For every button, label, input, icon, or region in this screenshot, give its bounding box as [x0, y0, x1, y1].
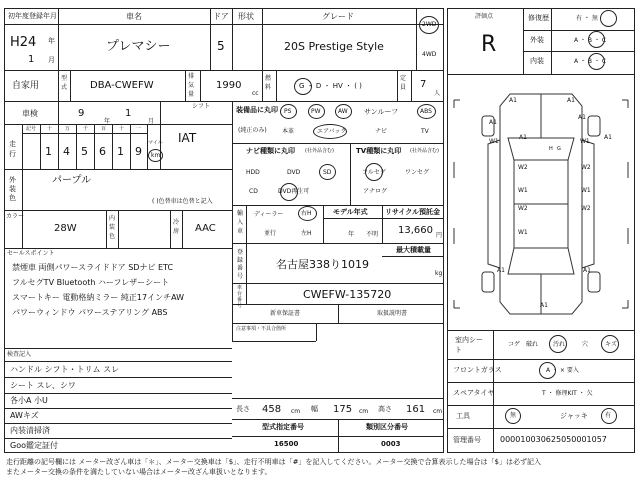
nav-cd: CD	[249, 188, 258, 195]
exterior-note: ( )色替車は色替と記入	[152, 198, 213, 205]
digit-label-1: 十	[47, 126, 53, 132]
color-code: 28W	[54, 223, 77, 234]
jack-opt: 有	[605, 412, 612, 419]
mileage-label: 走行	[9, 140, 16, 158]
equip-navi: ナビ	[375, 128, 388, 135]
control-label: 管理番号	[453, 436, 481, 444]
exterior-color: パープル	[52, 175, 92, 186]
digit-label-0: 記号	[26, 126, 37, 132]
car-name: プレマシー	[106, 39, 171, 54]
tv-oneseg: ワンセグ	[405, 169, 430, 176]
import-dealer: ディーラー	[254, 211, 284, 218]
digit-label-6: 一	[136, 126, 142, 132]
damage-mark: W1	[518, 187, 528, 194]
digit-label-3: 千	[83, 126, 89, 132]
manual-book: 取扱説明書	[377, 310, 408, 317]
grade-label: グレード	[322, 12, 354, 21]
reg-era: H24	[10, 35, 37, 50]
mileage-digit: 4	[63, 145, 70, 158]
equipment-label: 装備品に丸印	[236, 106, 278, 114]
equip-abs: ABS	[420, 108, 432, 115]
fuel-options: G ・ D ・ HV ・ ( )	[299, 82, 362, 90]
damage-mark: W1	[581, 187, 591, 194]
width-value: 175	[333, 404, 353, 415]
length-unit: cm	[291, 408, 301, 415]
displacement-value: 1990	[216, 80, 242, 91]
front-glass-opts: A ・ × 要入	[546, 367, 579, 374]
unit-km: km	[151, 152, 161, 159]
chassis-number: CWEFW-135720	[303, 288, 392, 301]
tools-opt: 無	[510, 412, 517, 419]
nav-note: (社外品含む)	[305, 148, 334, 154]
reg-month: 1	[28, 54, 35, 65]
mileage-digit: 5	[81, 145, 88, 158]
damage-mark: W2	[581, 164, 591, 171]
equip-tv: TV	[421, 128, 429, 135]
type-cert-value: 16500	[274, 440, 299, 448]
grade-text: 20S Prestige Style	[284, 40, 384, 53]
displacement-label: 排気量	[188, 73, 195, 98]
spare-label: スペアタイヤ	[453, 389, 495, 397]
control-number: 000010030625050001057	[500, 435, 607, 444]
import-parallel: 並行	[264, 230, 277, 237]
damage-mark: A1	[604, 134, 612, 141]
height-label: 高さ	[378, 405, 392, 413]
model-year-unit2: 不明	[366, 231, 379, 238]
sales-label: セールスポイント	[7, 250, 55, 257]
int-grade-opts: A ・ B ・ C	[574, 58, 607, 65]
exterior-label: 外装色	[9, 176, 16, 202]
inspector-line: ハンドル シフト・トリム スレ	[10, 365, 120, 374]
inspector-line: 内装清掃済	[10, 426, 50, 435]
width-unit: cm	[359, 408, 369, 415]
damage-mark: W2	[581, 205, 591, 212]
damage-mark: W1	[580, 138, 590, 145]
sales-line: 禁煙車 両側パワースライドドア SDナビ ETC	[12, 263, 174, 272]
nav-title: ナビ種類に丸印	[246, 147, 295, 155]
tools-label: 工具	[456, 412, 470, 420]
inspector-label: 検査記入	[7, 351, 32, 358]
tv-fullseg: フルセグ	[362, 169, 386, 176]
seat-stain-circle	[549, 335, 567, 353]
model-year-unit1: 年	[348, 231, 355, 238]
class-label: 類別区分番号	[366, 423, 408, 431]
model-label: 型式	[61, 75, 68, 91]
width-label: 幅	[311, 405, 318, 413]
seat-label: 室内シート	[455, 336, 483, 354]
tv-title: TV種類に丸印	[356, 147, 402, 155]
damage-mark: A1	[540, 302, 548, 309]
shape-label: 形状	[238, 12, 254, 21]
chassis-label: 車台番号	[237, 285, 243, 309]
inspection-year-unit: 年	[104, 118, 111, 125]
equip-ps: PS	[284, 108, 292, 115]
front-glass-circle	[539, 362, 556, 379]
nav-hdd: HDD	[246, 169, 260, 176]
ac-value: AAC	[195, 223, 216, 234]
import-label: 輸入車	[237, 210, 244, 235]
mileage-digit: 1	[45, 145, 52, 158]
reg-year-label: 初年度登録年月	[8, 12, 57, 20]
inspector-line: Goo鑑定証付	[10, 441, 58, 450]
model-year-label: モデル年式	[333, 208, 368, 216]
use-type: 自家用	[12, 81, 40, 91]
int-grade-label: 内装	[530, 57, 544, 65]
damage-mark: W1	[489, 138, 499, 145]
seat-scratch-circle	[601, 335, 619, 353]
inspection-label: 車検	[22, 109, 38, 118]
repair-label: 修復歴	[528, 14, 549, 22]
interior-color-label: 内装色	[109, 215, 116, 240]
equip-pw: PW	[311, 108, 321, 115]
length-value: 458	[262, 404, 282, 415]
equip-leather: 本革	[282, 128, 295, 135]
max-load-label: 最大積載量	[396, 246, 431, 254]
equip-sunroof: サンルーフ	[364, 108, 399, 116]
tv-analog: アナログ	[363, 188, 388, 195]
fuel-label: 燃料	[265, 75, 272, 91]
equip-airbag: エアバック	[317, 128, 347, 135]
warranty-book: 新車保証書	[270, 310, 301, 317]
inspection-month: 1	[125, 108, 132, 119]
nav-sd: SD	[323, 169, 332, 176]
sales-line: パワーウィンドウ パワーステアリング ABS	[12, 308, 168, 317]
mileage-digit: 9	[135, 145, 142, 158]
damage-mark: A1	[489, 119, 497, 126]
displacement-unit: cc	[252, 90, 259, 97]
footer-note-2: またメーター交換の条件を満たしていない場合はメーター改ざん車扱いとなります。	[6, 468, 272, 476]
unit-mile: マイル	[148, 140, 163, 146]
damage-mark: W2	[518, 164, 528, 171]
notes-label: 注意事項・不具合箇所	[236, 326, 287, 332]
capacity-unit: 人	[434, 90, 441, 97]
repair-opts: 有 ・ 無	[576, 15, 598, 22]
registration-label: 登録番号	[237, 249, 244, 280]
seat-opt: コゲ	[508, 341, 521, 348]
spare-opts: T ・ 修理KIT ・ 欠	[542, 390, 593, 397]
height-unit: cm	[433, 408, 443, 415]
ext-grade-opts: A ・ B ・ C	[574, 37, 607, 44]
color-code-label: カラー	[6, 213, 25, 220]
reg-year-unit: 年	[48, 37, 55, 45]
digit-label-2: 万	[65, 126, 71, 132]
class-value: 0003	[381, 440, 401, 448]
recycle-label: リサイクル預託金	[385, 208, 441, 216]
equip-aw: AW	[338, 108, 348, 115]
length-label: 長さ	[236, 405, 250, 413]
shift-value: IAT	[178, 131, 197, 145]
capacity-value: 7	[420, 79, 427, 90]
drive-4wd: 4WD	[422, 51, 437, 58]
damage-mark: W2	[518, 205, 528, 212]
damage-mark: A1	[583, 267, 591, 274]
drive-2wd: 2WD	[422, 21, 437, 28]
digit-label-5: 十	[119, 126, 125, 132]
ext-circle	[588, 31, 605, 48]
mileage-digit: 6	[99, 145, 106, 158]
tv-note: (社外品含む)	[410, 148, 439, 154]
ac-label: 冷房	[173, 219, 180, 235]
repair-circle	[600, 10, 617, 27]
jack-label: ジャッキ	[560, 412, 588, 420]
int-circle	[588, 53, 605, 70]
footer-note-1: 走行距離の記号欄には メーター改ざん車は「＊」、メーター交換車は「$」、走行不明車は「#」を記入してください。メーター交換で合算表示した場合は「$」は必ず記入	[6, 458, 541, 466]
inspection-month-unit: 月	[148, 118, 155, 125]
seat-opt: 穴	[582, 341, 589, 348]
capacity-label: 定員	[400, 75, 407, 91]
sales-line: スマートキー 電動格納ミラー 純正17インチAW	[12, 293, 185, 302]
damage-mark: A1	[567, 97, 575, 104]
damage-mark: W1	[518, 229, 528, 236]
seat-opt: 汚れ	[553, 341, 566, 348]
grade-label-right: 評価点	[475, 13, 494, 20]
equipment-sublabel: (純正のみ)	[238, 127, 267, 134]
damage-mark: G	[557, 146, 561, 152]
damage-mark: H	[549, 146, 553, 152]
nav-dvd-play: DVD再生可	[278, 188, 310, 195]
grade-value: R	[481, 32, 497, 57]
import-left: 左H	[301, 230, 312, 237]
inspection-year: 9	[78, 108, 85, 119]
damage-mark: A1	[509, 97, 517, 104]
height-value: 161	[406, 404, 426, 415]
damage-mark: A1	[497, 267, 505, 274]
recycle-unit: 円	[436, 232, 443, 239]
car-damage-diagram	[448, 78, 634, 330]
nav-dvd: DVD	[287, 169, 301, 176]
door-label: ドア	[213, 12, 229, 21]
recycle-amount: 13,660	[398, 225, 433, 236]
seat-opt: 破れ	[526, 341, 539, 348]
import-right: 右H	[301, 210, 312, 217]
plate-number: 名古屋338り1019	[276, 258, 369, 271]
ext-grade-label: 外装	[530, 36, 544, 44]
digit-label-4: 百	[101, 126, 107, 132]
reg-month-unit: 月	[48, 56, 55, 64]
inspector-line: AWキズ	[10, 411, 39, 420]
load-unit: kg	[435, 270, 443, 277]
front-glass-label: フロントガラス	[453, 366, 502, 374]
shift-label: シフト	[192, 103, 211, 110]
sales-line: フルセグTV Bluetooth ハーフレザーシート	[12, 278, 170, 287]
doors: 5	[217, 39, 225, 53]
model-code: DBA-CWEFW	[90, 80, 154, 91]
type-cert-label: 型式指定番号	[262, 423, 304, 431]
seat-opt: キズ	[605, 341, 617, 348]
inspector-line: シート スレ、シワ	[10, 381, 76, 390]
mileage-digit: 1	[117, 145, 124, 158]
damage-mark: A1	[578, 114, 586, 121]
inspector-line: 各小A 小U	[10, 396, 48, 405]
damage-mark: A1	[519, 134, 527, 141]
car-name-label: 車名	[126, 12, 142, 21]
